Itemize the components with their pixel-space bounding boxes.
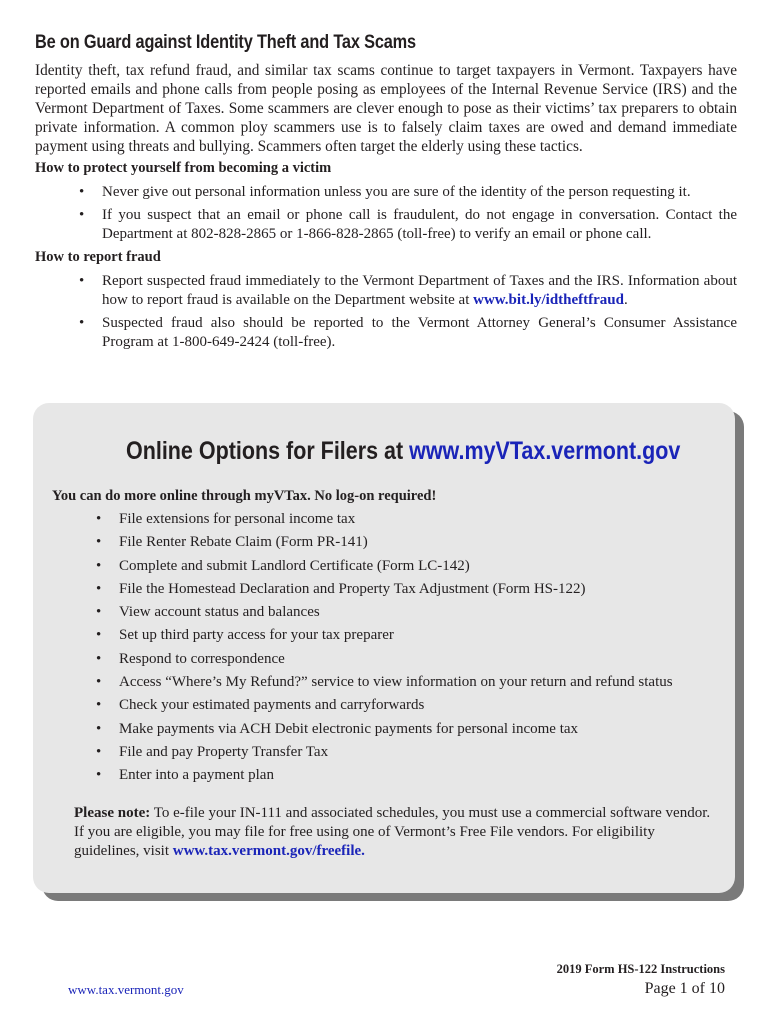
identity-theft-intro: Identity theft, tax refund fraud, and similar tax scams continue to target taxpayers in Vermont. Taxpayers have reported emails and phone calls from people posing as employees of the Internal Revenue Service (IRS) and the Vermont Department of Taxes. Some scammers are clever enough to pose as their victims’ tax preparers to obtain private information. A common ploy scammers use is to falsely claim taxes are owed and demand immediate payment using threats and bullying. Scammers often target the elderly using these tactics. xyxy=(35,62,737,155)
bullet: • xyxy=(79,315,85,331)
bullet: • xyxy=(96,767,102,784)
idtheft-link[interactable]: www.bit.ly/idtheftfraud xyxy=(473,292,624,308)
bullet: • xyxy=(79,207,85,223)
bullet: • xyxy=(96,743,102,760)
note-label: Please note: xyxy=(74,805,151,821)
list-item: • File Renter Rebate Claim (Form PR-141) xyxy=(96,534,368,551)
bullet: • xyxy=(96,627,102,644)
list-item: • Report suspected fraud immediately to the Vermont Department of Taxes and the IRS. Information about how to report fraud is available on the Department website at www.bit.ly/idtheftfraud. xyxy=(79,273,737,308)
list-item: • Respond to correspondence xyxy=(96,650,285,667)
online-options-lead: You can do more online through myVTax. No log-on required! xyxy=(52,488,437,504)
report-heading: How to report fraud xyxy=(35,249,161,265)
report-list xyxy=(35,272,737,356)
list-item: • Suspected fraud also should be reported to the Vermont Attorney General’s Consumer Assistance Program at 1-800-649-2424 (toll-free). xyxy=(79,315,737,350)
bullet: • xyxy=(96,557,102,574)
bullet: • xyxy=(79,184,85,200)
myvtax-link[interactable]: www.myVTax.vermont.gov xyxy=(409,437,681,465)
list-item: • Access “Where’s My Refund?” service to view information on your return and refund status xyxy=(96,674,673,691)
list-item: • File extensions for personal income tax xyxy=(96,511,356,527)
list-item: • Set up third party access for your tax preparer xyxy=(96,627,394,644)
bullet: • xyxy=(96,674,102,691)
list-item: • If you suspect that an email or phone call is fraudulent, do not engage in conversation. Contact the Department at 802-828-2865 or 1-866-828-2865 (toll-free) to verify an email or phone call. xyxy=(79,207,737,242)
list-item: • File and pay Property Transfer Tax xyxy=(96,743,329,760)
list-item: • View account status and balances xyxy=(96,604,320,621)
identity-theft-heading: Be on Guard against Identity Theft and Tax Scams xyxy=(35,32,416,53)
bullet: • xyxy=(96,580,102,597)
protect-list xyxy=(35,183,737,248)
list-item: • Make payments via ACH Debit electronic payments for personal income tax xyxy=(96,720,579,737)
bullet: • xyxy=(96,720,102,737)
online-options-list xyxy=(52,510,673,790)
page-number: Page 1 of 10 xyxy=(644,980,725,997)
freefile-link[interactable]: www.tax.vermont.gov/freefile. xyxy=(172,843,365,859)
please-note: Please note: To e-file your IN-111 and associated schedules, you must use a commercial software vendor. If you are eligible, you may file for free using one of Vermont’s Free File vendors. For eligibility guidelines, visit www.tax.vermont.gov/freefile. xyxy=(74,805,711,859)
bullet: • xyxy=(96,697,102,714)
protect-heading: How to protect yourself from becoming a victim xyxy=(35,160,332,176)
bullet: • xyxy=(96,650,102,667)
list-item: • Check your estimated payments and carryforwards xyxy=(96,697,425,714)
list-item: • Enter into a payment plan xyxy=(96,767,274,784)
bullet: • xyxy=(96,511,102,527)
bullet: • xyxy=(96,604,102,621)
bullet: • xyxy=(96,534,102,551)
list-item: • Complete and submit Landlord Certificate (Form LC-142) xyxy=(96,557,470,574)
footer-website: www.tax.vermont.gov xyxy=(68,982,184,997)
list-item: • File the Homestead Declaration and Property Tax Adjustment (Form HS-122) xyxy=(96,580,586,597)
list-item: • Never give out personal information unless you are sure of the identity of the person requesting it. xyxy=(79,184,691,200)
form-instructions-label: 2019 Form HS-122 Instructions xyxy=(556,962,725,976)
online-options-title: Online Options for Filers at www.myVTax.vermont.gov xyxy=(126,437,681,465)
bullet: • xyxy=(79,273,85,289)
